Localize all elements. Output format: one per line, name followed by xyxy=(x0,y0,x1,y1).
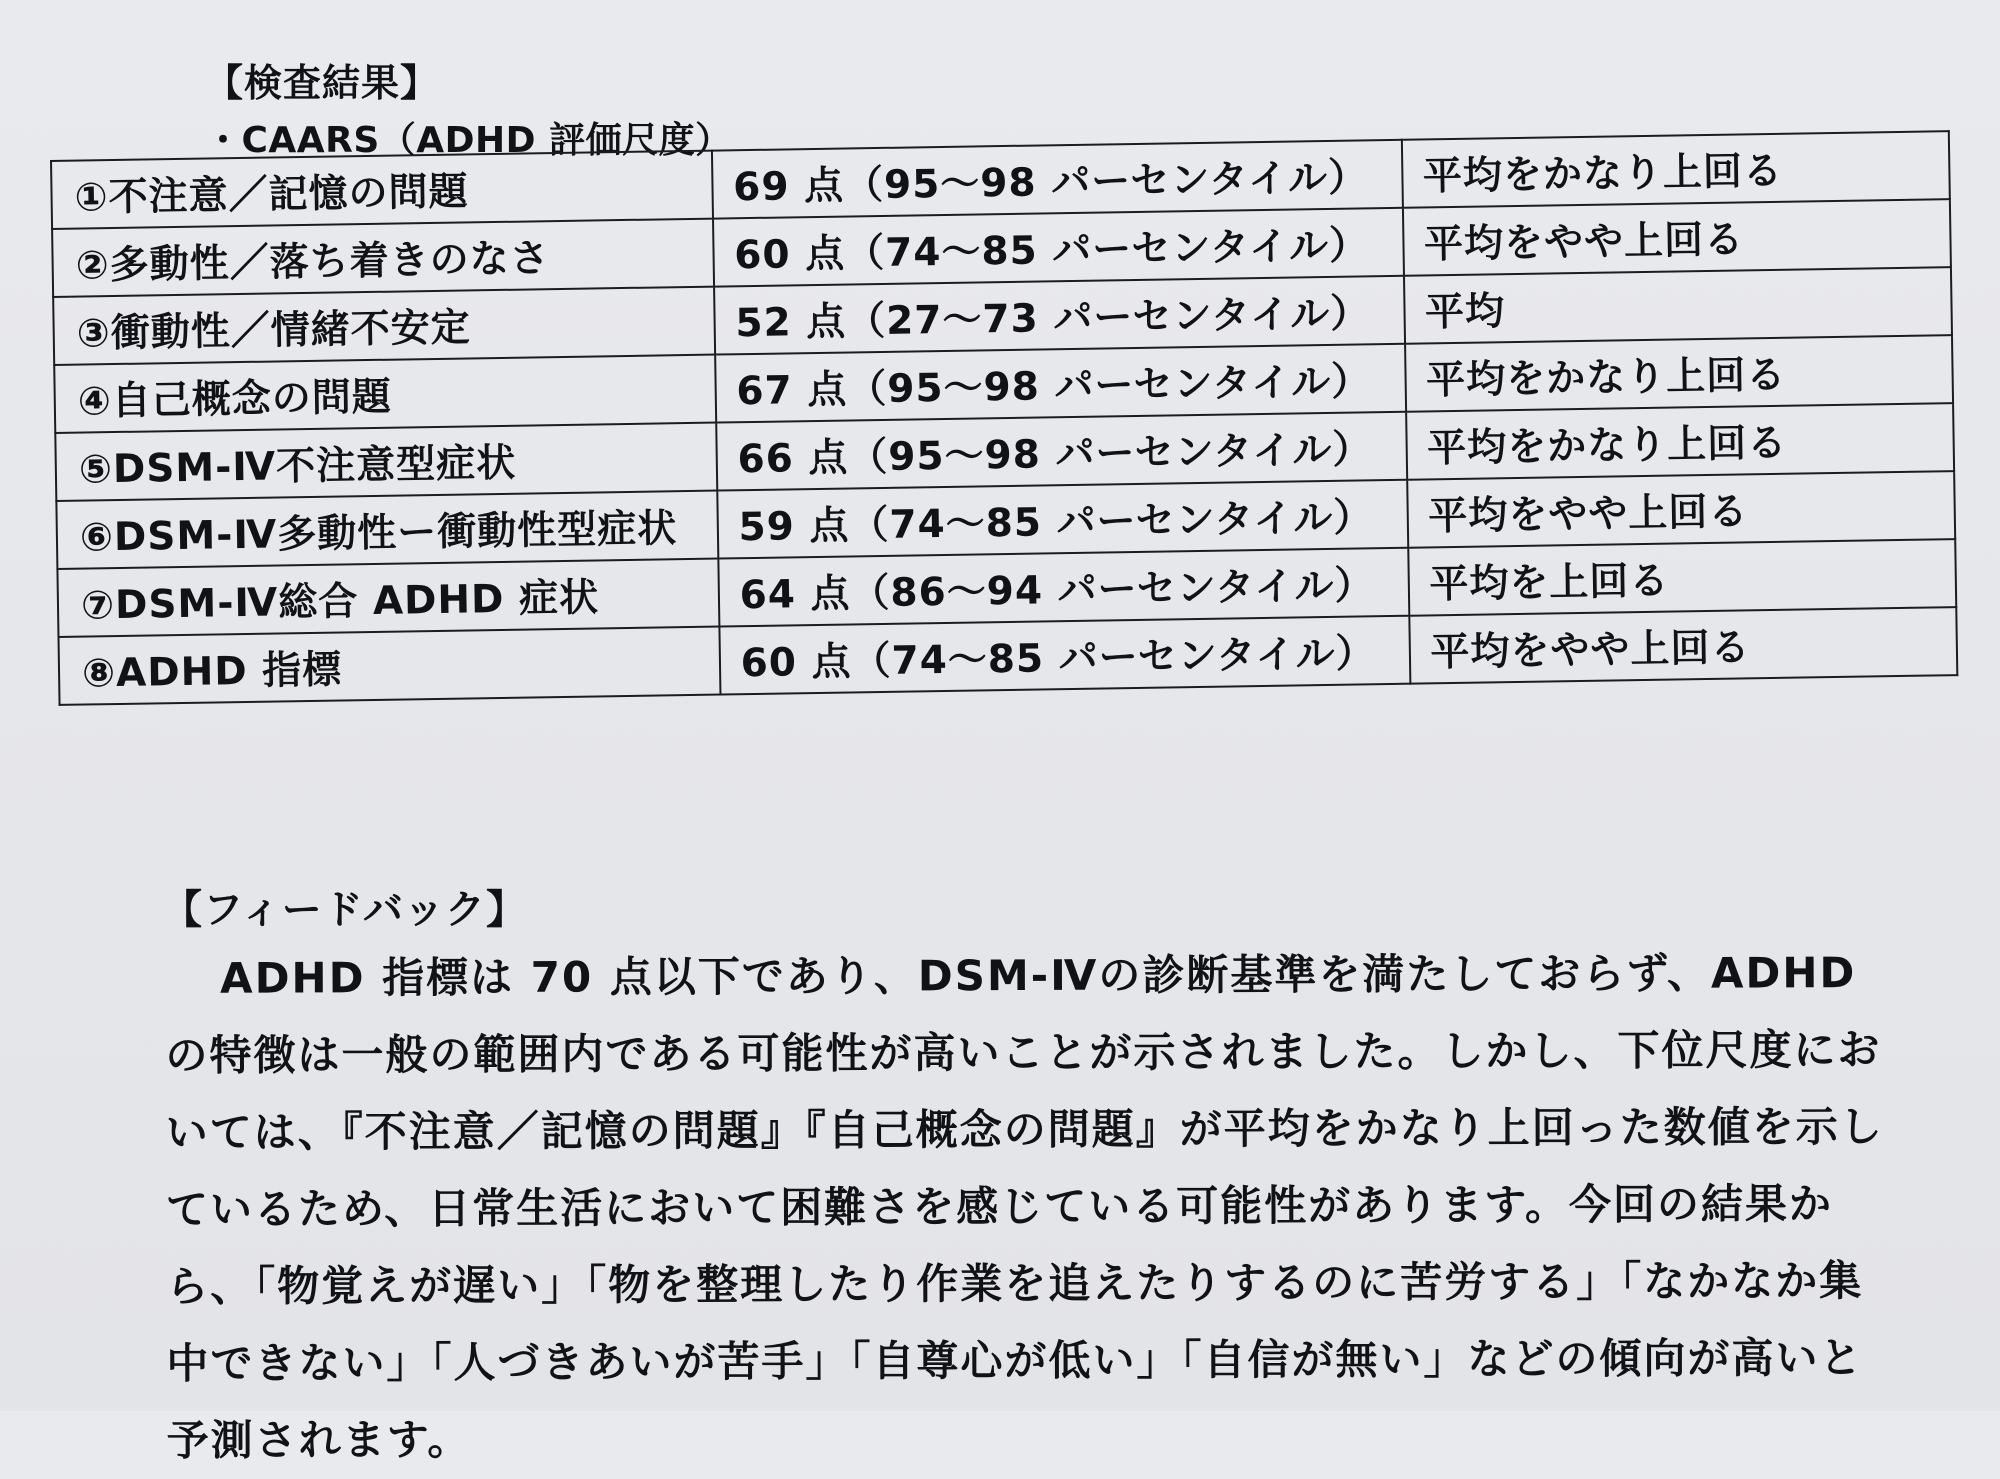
item-cell: ⑤DSM-Ⅳ不注意型症状 xyxy=(55,423,717,501)
score-cell: 60 点（74～85 パーセンタイル） xyxy=(713,208,1404,287)
feedback-paragraph: ADHD 指標は 70 点以下であり、DSM-Ⅳの診断基準を満たしておらず、ADHD の特徴は一般の範囲内である可能性が高いことが示されました。しかし、下位尺度においては、『不注意／記憶の問題』『自己概念の問題』が平均をかなり上回った数値を示しているため、日常生活において困難さを感じている可能性があります。今回の結果から、「物覚えが遅い」「物を整理したり作業を追えたりするのに苦労する」「なかなか集中できない」「人づきあいが苦手」「自尊心が低い」「自信が無い」などの傾向が高いと予測されます。 xyxy=(165,948,1884,1465)
item-cell: ⑧ADHD 指標 xyxy=(58,627,720,705)
assessment-cell: 平均をやや上回る xyxy=(1409,607,1957,684)
item-cell: ⑦DSM-Ⅳ総合 ADHD 症状 xyxy=(57,559,719,637)
item-cell: ②多動性／落ち着きのなさ xyxy=(52,219,714,297)
assessment-cell: 平均をかなり上回る xyxy=(1401,131,1949,208)
item-cell: ①不注意／記憶の問題 xyxy=(51,151,713,229)
item-cell: ⑥DSM-Ⅳ多動性ー衝動性型症状 xyxy=(56,491,718,569)
score-cell: 59 点（74～85 パーセンタイル） xyxy=(717,480,1408,559)
assessment-cell: 平均をかなり上回る xyxy=(1405,335,1953,412)
assessment-cell: 平均をやや上回る xyxy=(1407,471,1955,548)
score-cell: 52 点（27～73 パーセンタイル） xyxy=(714,276,1405,355)
item-cell: ④自己概念の問題 xyxy=(54,355,716,433)
caars-subtitle: ・CAARS（ADHD 評価尺度） xyxy=(205,120,732,161)
score-cell: 60 点（74～85 パーセンタイル） xyxy=(719,616,1410,695)
assessment-cell: 平均を上回る xyxy=(1408,539,1956,616)
score-cell: 67 点（95～98 パーセンタイル） xyxy=(715,344,1406,423)
assessment-cell: 平均をやや上回る xyxy=(1402,199,1950,276)
score-cell: 64 点（86～94 パーセンタイル） xyxy=(718,548,1409,627)
score-cell: 69 点（95～98 パーセンタイル） xyxy=(712,140,1403,219)
score-cell: 66 点（95～98 パーセンタイル） xyxy=(716,412,1407,491)
assessment-cell: 平均 xyxy=(1404,267,1952,344)
assessment-cell: 平均をかなり上回る xyxy=(1406,403,1954,480)
item-cell: ③衝動性／情緒不安定 xyxy=(53,287,715,365)
results-table xyxy=(50,130,1958,706)
feedback-heading: 【フィードバック】 xyxy=(162,887,527,933)
results-heading: 【検査結果】 xyxy=(205,61,440,105)
